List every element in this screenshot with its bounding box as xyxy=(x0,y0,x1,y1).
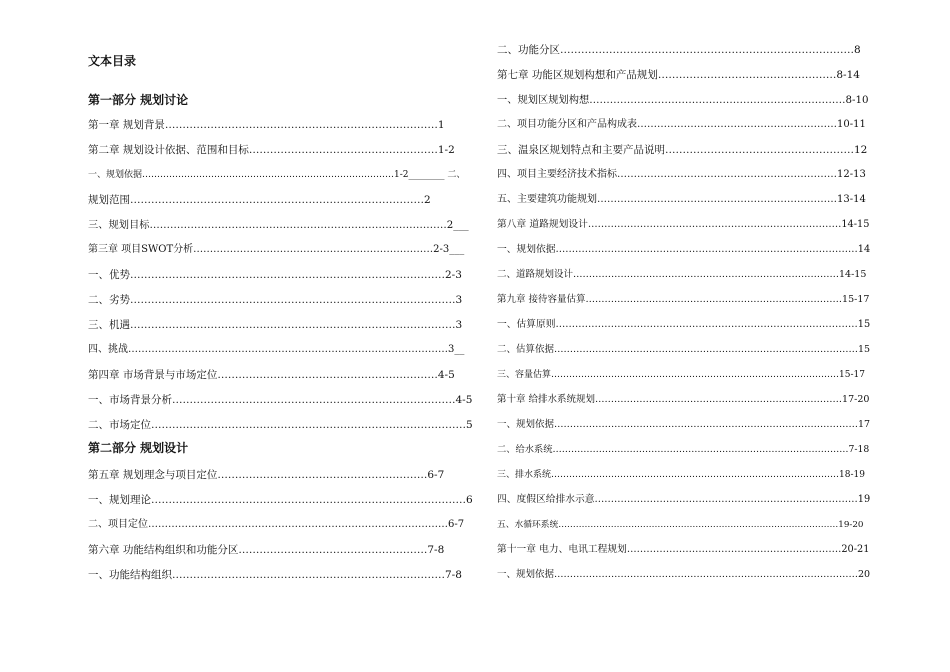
toc-right-entry: 第十一章 电力、电讯工程规划…………………………………………………………20-21 xyxy=(497,544,870,555)
toc-left-entry: 一、市场背景分析………………………………………………………………………4-5 xyxy=(88,394,473,406)
toc-right-entry: 一、规划依据…………………………………………………………………………………14 xyxy=(497,244,871,255)
toc-part-heading: 第二部分 规划设计 xyxy=(88,441,189,455)
toc-right-entry: 五、水循环系统……………………………………………………………………………………19-20 xyxy=(497,520,864,530)
toc-right-entry: 二、给水系统……………………………………………………………………………………7-18 xyxy=(497,444,870,455)
toc-left-entry: 二、劣势…………………………………………………………………………………3 xyxy=(88,294,463,306)
toc-left-entry: 二、项目定位………………………………………………………………………………6-7 xyxy=(88,519,465,530)
toc-right-entry: 三、温泉区规划特点和主要产品说明………………………………………………12 xyxy=(497,144,868,156)
toc-right-entry: 二、估算依据……………………………………………………………………………………15 xyxy=(497,344,871,355)
toc-right-entry: 一、规划区规划构想…………………………………………………………………8-10 xyxy=(497,94,869,106)
toc-left-entry: 三、机遇…………………………………………………………………………………3 xyxy=(88,319,463,331)
toc-left-entry: 第二章 规划设计依据、范围和目标………………………………………………1-2 xyxy=(88,144,455,156)
toc-left-entry: 第一章 规划背景……………………………………………………………………1 xyxy=(88,119,445,131)
toc-right-entry: 四、度假区给排水示意………………………………………………………………………19 xyxy=(497,494,871,505)
toc-right-entry: 第九章 接待容量估算………………………………………………………………………15-17 xyxy=(497,294,870,305)
toc-left-entry: 一、规划依据…………………………………………………………………………1-2________ 二、 xyxy=(88,170,466,180)
toc-left-entry: 规划范围…………………………………………………………………………2 xyxy=(88,194,431,206)
toc-right-entry: 二、功能分区…………………………………………………………………………8 xyxy=(497,44,861,56)
toc-right-entry: 二、项目功能分区和产品构成表……………………………………………………10-11 xyxy=(497,119,866,130)
toc-left-entry: 第四章 市场背景与市场定位………………………………………………………4-5 xyxy=(88,369,455,381)
toc-right-entry: 第十章 给排水系统规划……………………………………………………………………17-20 xyxy=(497,394,870,405)
toc-right-entry: 三、容量估算……………………………………………………………………………………15-17 xyxy=(497,370,865,380)
toc-right-entry: 第八章 道路规划设计……………………………………………………………………14-15 xyxy=(497,219,870,230)
toc-left-entry: 第五章 规划理念与项目定位……………………………………………………6-7 xyxy=(88,469,445,481)
toc-left-entry: 四、挑战……………………………………………………………………………………3__ xyxy=(88,344,465,355)
toc-right-entry: 第七章 功能区规划构想和产品规划……………………………………………8-14 xyxy=(497,69,860,81)
toc-right-entry: 五、主要建筑功能规划………………………………………………………………13-14 xyxy=(497,194,866,205)
toc-left-entry: 一、优势………………………………………………………………………………2-3 xyxy=(88,269,462,281)
toc-right-entry: 一、规划依据……………………………………………………………………………………20 xyxy=(497,569,871,580)
toc-left-entry: 第六章 功能结构组织和功能分区………………………………………………7-8 xyxy=(88,544,445,556)
toc-right-entry: 一、规划依据……………………………………………………………………………………17 xyxy=(497,419,871,430)
toc-part-heading: 第一部分 规划讨论 xyxy=(88,93,189,107)
toc-right-entry: 一、估算原则…………………………………………………………………………………15 xyxy=(497,319,871,330)
toc-title: 文本目录 xyxy=(88,54,137,68)
toc-left-entry: 一、规划理论………………………………………………………………………………6 xyxy=(88,494,473,506)
toc-left-entry: 第三章 项目SWOT分析………………………………………………………………2-3___ xyxy=(88,244,465,255)
toc-left-entry: 三、规划目标……………………………………………………………………………2___ xyxy=(88,219,469,231)
toc-left-entry: 二、市场定位………………………………………………………………………………5 xyxy=(88,419,473,431)
toc-right-entry: 二、道路规划设计…………………………………………………………………………14-15 xyxy=(497,269,867,280)
toc-left-entry: 一、功能结构组织……………………………………………………………………7-8 xyxy=(88,569,462,581)
toc-right-entry: 三、排水系统……………………………………………………………………………………18-19 xyxy=(497,470,865,480)
toc-right-entry: 四、项目主要经济技术指标…………………………………………………………12-13 xyxy=(497,169,866,180)
